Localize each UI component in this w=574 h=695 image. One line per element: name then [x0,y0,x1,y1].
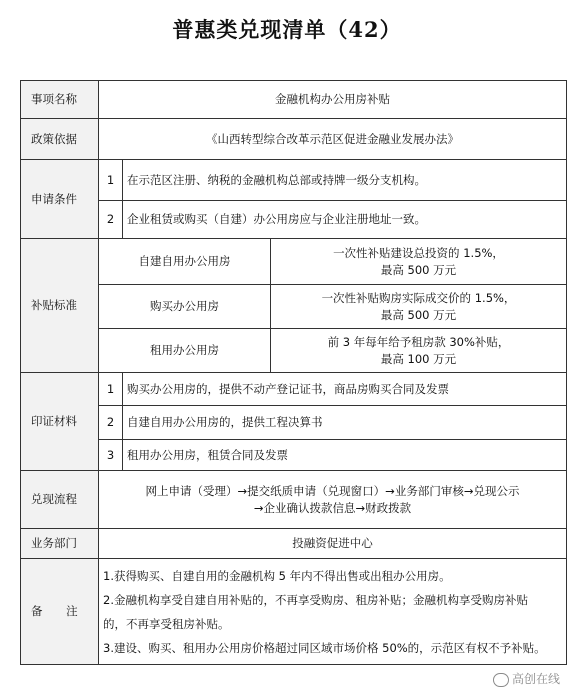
row-condition-1 [21,160,567,201]
notes-value [99,559,567,665]
subsidy-amount-line: 前 3 年每年给予租房款 30%补贴， [327,334,510,349]
subsidy-amount [271,285,567,329]
subsidy-amount-cap: 最高 500 万元 [380,262,457,277]
material-number: 3 [99,440,123,471]
row-policy [21,119,567,160]
note-line: 的，不再享受租房补贴。 [103,616,230,631]
material-text: 购买办公用房的，提供不动产登记证书，商品房购买合同及发票 [123,373,567,406]
row-item-name [21,81,567,119]
item-name-value: 金融机构办公用房补贴 [99,81,567,119]
conditions-label: 申请条件 [21,160,99,239]
watermark [493,670,560,687]
subsidy-type: 购买办公用房 [99,285,271,329]
department-value: 投融资促进中心 [99,529,567,559]
subsidy-amount-cap: 最高 500 万元 [380,307,457,322]
wechat-icon [493,673,509,687]
material-number: 2 [99,406,123,440]
process-label: 兑现流程 [21,471,99,529]
item-name-label: 事项名称 [21,81,99,119]
row-material-3 [21,440,567,471]
note-line: 1.获得购买、自建自用的金融机构 5 年内不得出售或出租办公用房。 [103,568,451,583]
row-subsidy-1 [21,239,567,285]
note-line: 2.金融机构享受自建自用补贴的，不再享受购房、租房补贴；金融机构享受购房补贴 [103,592,528,607]
page-title: 普惠类兑现清单（42） [172,17,402,42]
subsidy-amount [271,329,567,373]
row-notes [21,559,567,665]
watermark-text: 高创在线 [511,672,560,686]
process-value [99,471,567,529]
subsidy-type: 租用办公用房 [99,329,271,373]
notes-label: 备 注 [21,559,99,665]
row-condition-2 [21,201,567,239]
row-material-1 [21,373,567,406]
row-subsidy-2 [21,285,567,329]
condition-number: 2 [99,201,123,239]
subsidy-amount [271,239,567,285]
row-material-2 [21,406,567,440]
process-line: 网上申请（受理）→提交纸质申请（兑现窗口）→业务部门审核→兑现公示 [145,483,520,498]
policy-table [20,80,567,665]
condition-text: 在示范区注册、纳税的金融机构总部或持牌一级分支机构。 [123,160,567,201]
material-text: 租用办公用房，租赁合同及发票 [123,440,567,471]
subsidy-amount-line: 一次性补贴建设总投资的 1.5%， [333,245,504,260]
row-department [21,529,567,559]
condition-text: 企业租赁或购买（自建）办公用房应与企业注册地址一致。 [123,201,567,239]
subsidy-type: 自建自用办公用房 [99,239,271,285]
subsidy-label: 补贴标准 [21,239,99,373]
subsidy-amount-cap: 最高 100 万元 [380,351,457,366]
policy-label: 政策依据 [21,119,99,160]
row-subsidy-3 [21,329,567,373]
process-line: →企业确认拨款信息→财政拨款 [253,500,412,515]
policy-value: 《山西转型综合改革示范区促进金融业发展办法》 [99,119,567,160]
subsidy-amount-line: 一次性补贴购房实际成交价的 1.5%， [321,290,516,305]
department-label: 业务部门 [21,529,99,559]
note-line: 3.建设、购买、租用办公用房价格超过同区域市场价格 50%的，示范区有权不予补贴。 [103,640,546,655]
material-number: 1 [99,373,123,406]
materials-label: 印证材料 [21,373,99,471]
condition-number: 1 [99,160,123,201]
row-process [21,471,567,529]
material-text: 自建自用办公用房的，提供工程决算书 [123,406,567,440]
